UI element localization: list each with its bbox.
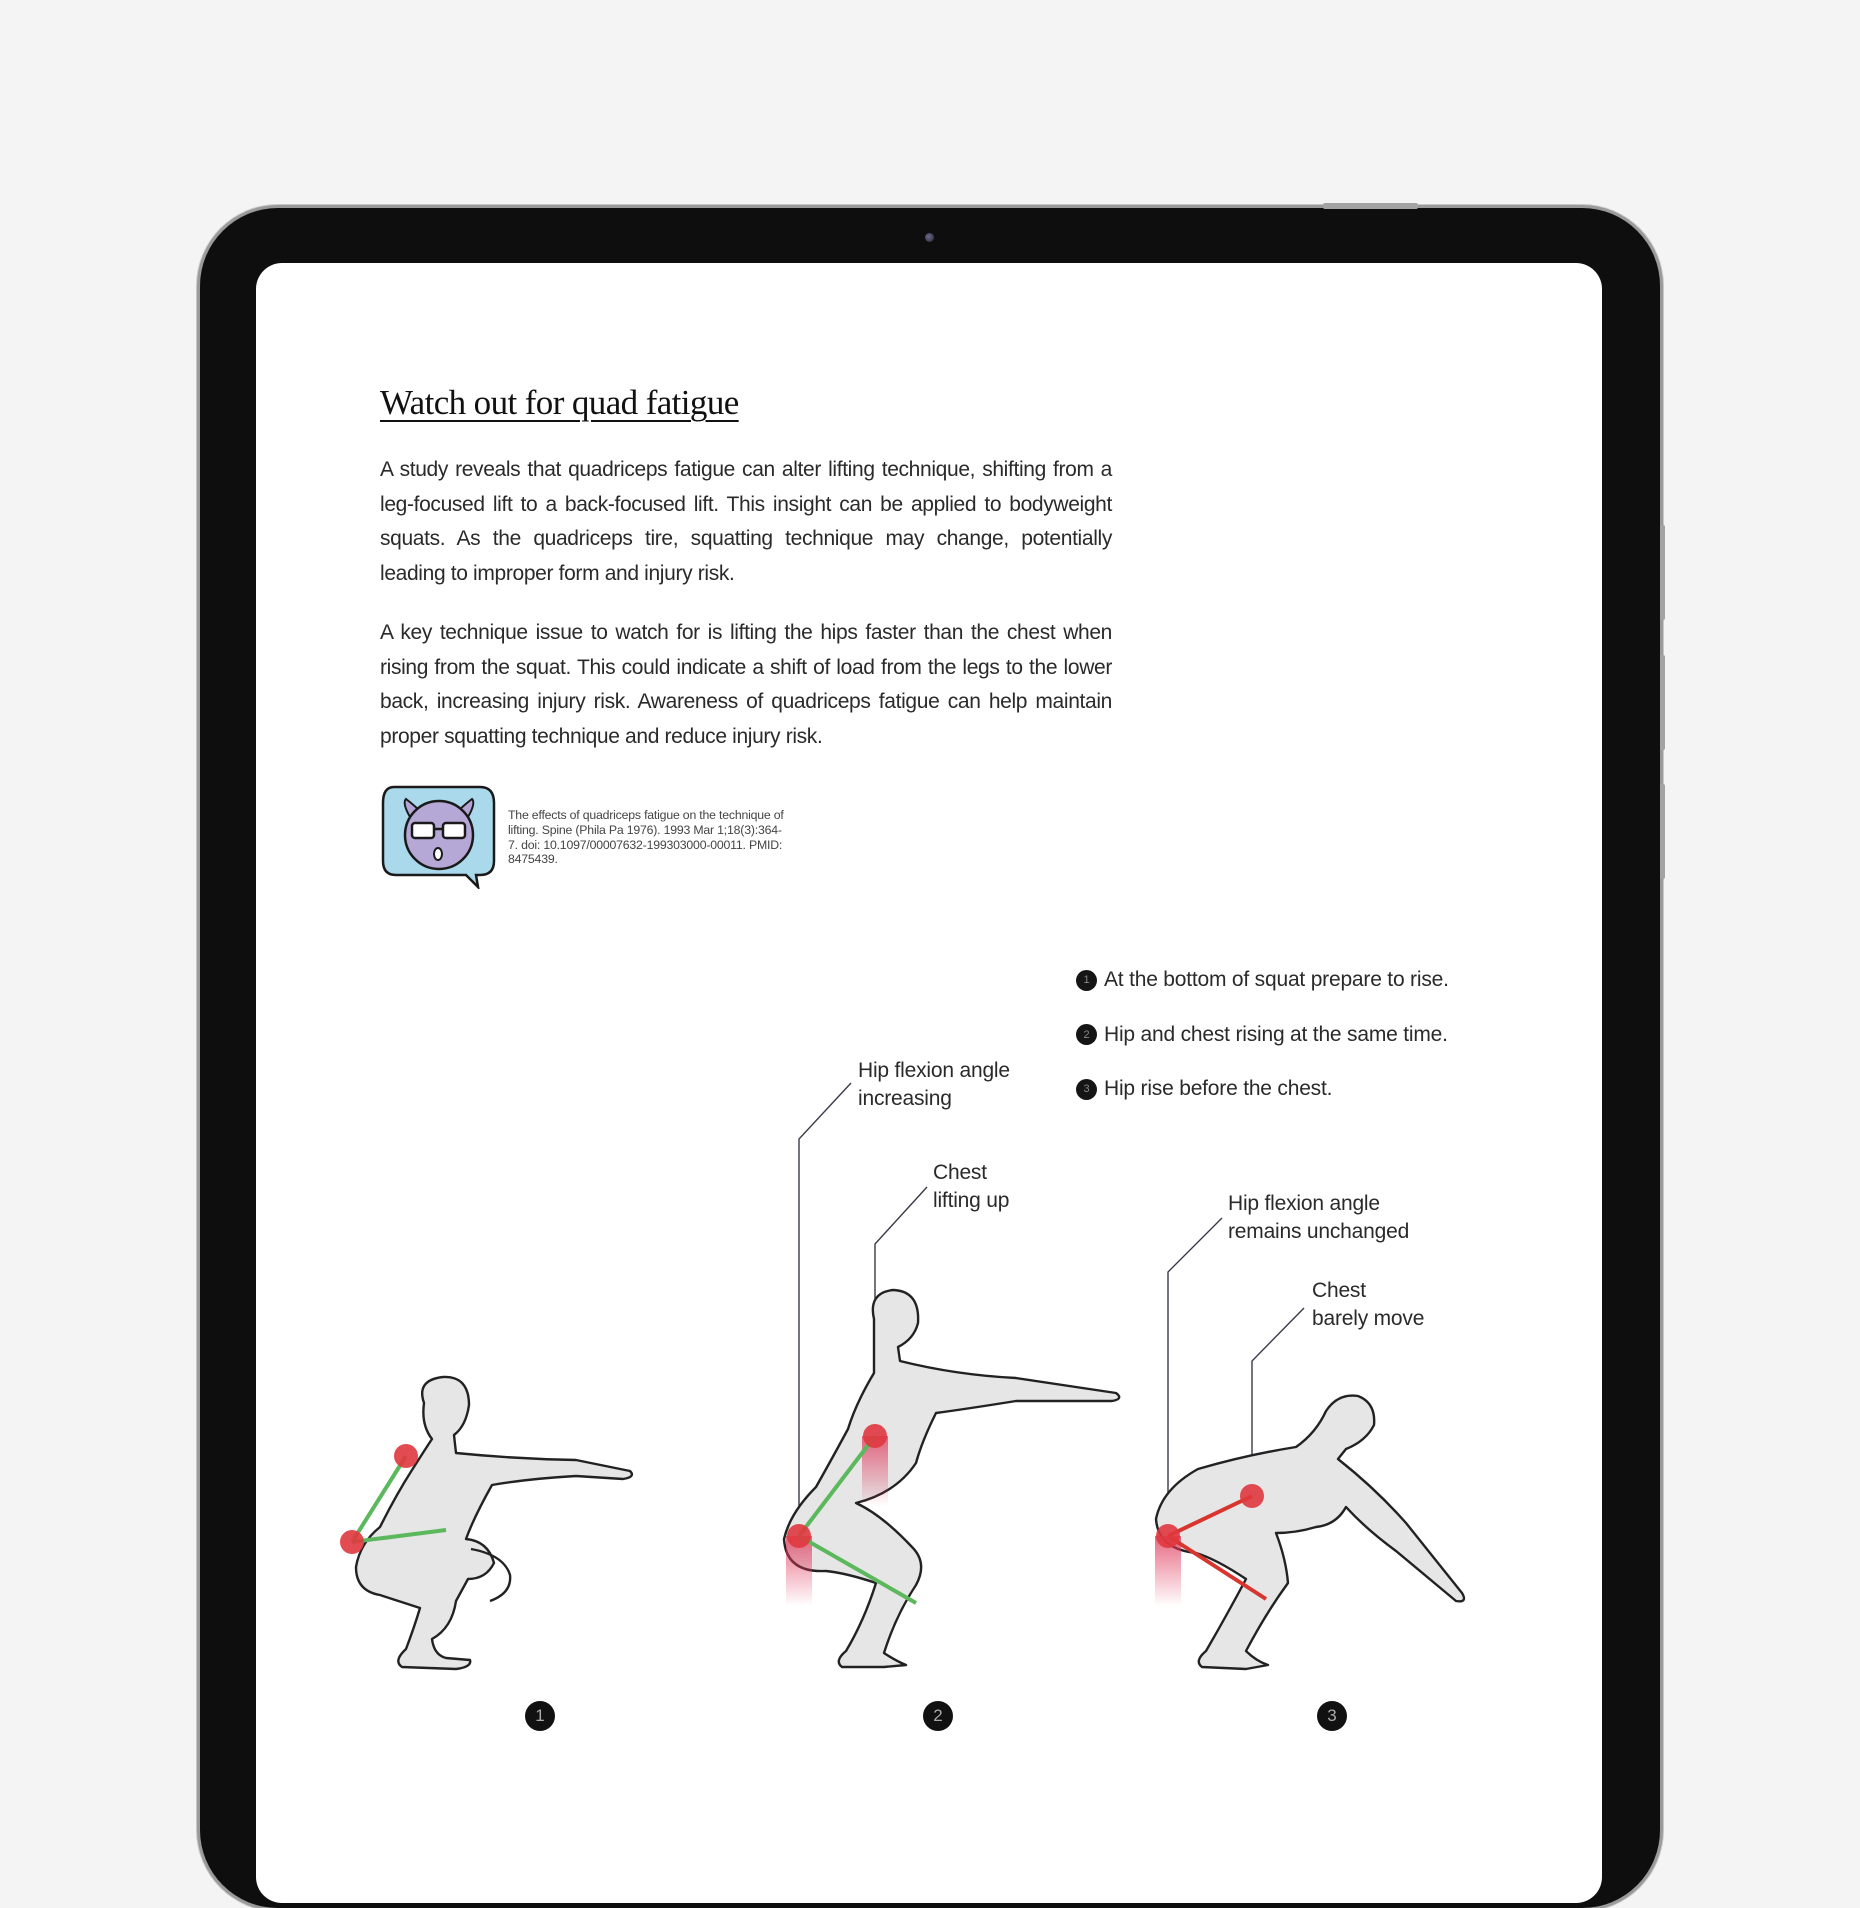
step-number-badge: 1 [1076,970,1097,991]
legend-text: Hip and chest rising at the same time. [1104,1022,1448,1046]
callout-line: Hip flexion angle [858,1059,1010,1082]
squat-figure-1 [356,1377,632,1669]
side-button-3 [1660,784,1665,879]
side-button-1 [1660,525,1665,620]
figure-badge-1: 1 [525,1701,555,1731]
callout-line: barely move [1312,1307,1425,1330]
callout-line: lifting up [933,1189,1010,1212]
camera-icon [925,233,934,242]
callout-line: remains unchanged [1228,1220,1410,1243]
legend-text: At the bottom of squat prepare to rise. [1104,968,1449,992]
top-button [1323,203,1418,209]
step-number-badge: 2 [1076,1024,1097,1045]
article-paragraph-2: A key technique issue to watch for is lifting the hips faster than the chest when rising from the squat. This could indicate a shift of load from the legs to the lower back, increasing injury risk. Awareness of quadriceps fatigue can help maintain proper squatting technique and reduce injury risk. [380,621,1112,748]
article-paragraph-1: A study reveals that quadriceps fatigue can alter lifting technique, shifting from a leg-focused lift to a back-focused lift. This insight can be applied to bodyweight squats. As the quadriceps tire, squatting technique may change, potentially leading to improper form and injury risk. [380,458,1112,585]
step-number-badge: 3 [1076,1079,1097,1100]
figure-badge-3: 3 [1317,1701,1347,1731]
squat-figure-2 [784,1290,1119,1667]
side-button-2 [1660,655,1665,750]
citation-text: The effects of quadriceps fatigue on the technique of lifting. Spine (Phila Pa 1976). 1993 Mar 1;18(3):364-7. doi: 10.1097/00007632-199303000-00011. PMID: 8475439. [508,808,784,867]
tablet-screen [256,263,1602,1903]
callout-line: increasing [858,1087,952,1110]
article-page [256,263,1602,1903]
callout-line: Hip flexion angle [1228,1192,1380,1215]
legend-text: Hip rise before the chest. [1104,1077,1333,1101]
article-title: Watch out for quad fatigue [380,383,739,422]
figure-badge-2: 2 [923,1701,953,1731]
callout-line: Chest [933,1161,987,1184]
squat-illustration [256,263,1602,1903]
squat-figure-3 [1156,1396,1464,1669]
callout-line: Chest [1312,1279,1366,1302]
